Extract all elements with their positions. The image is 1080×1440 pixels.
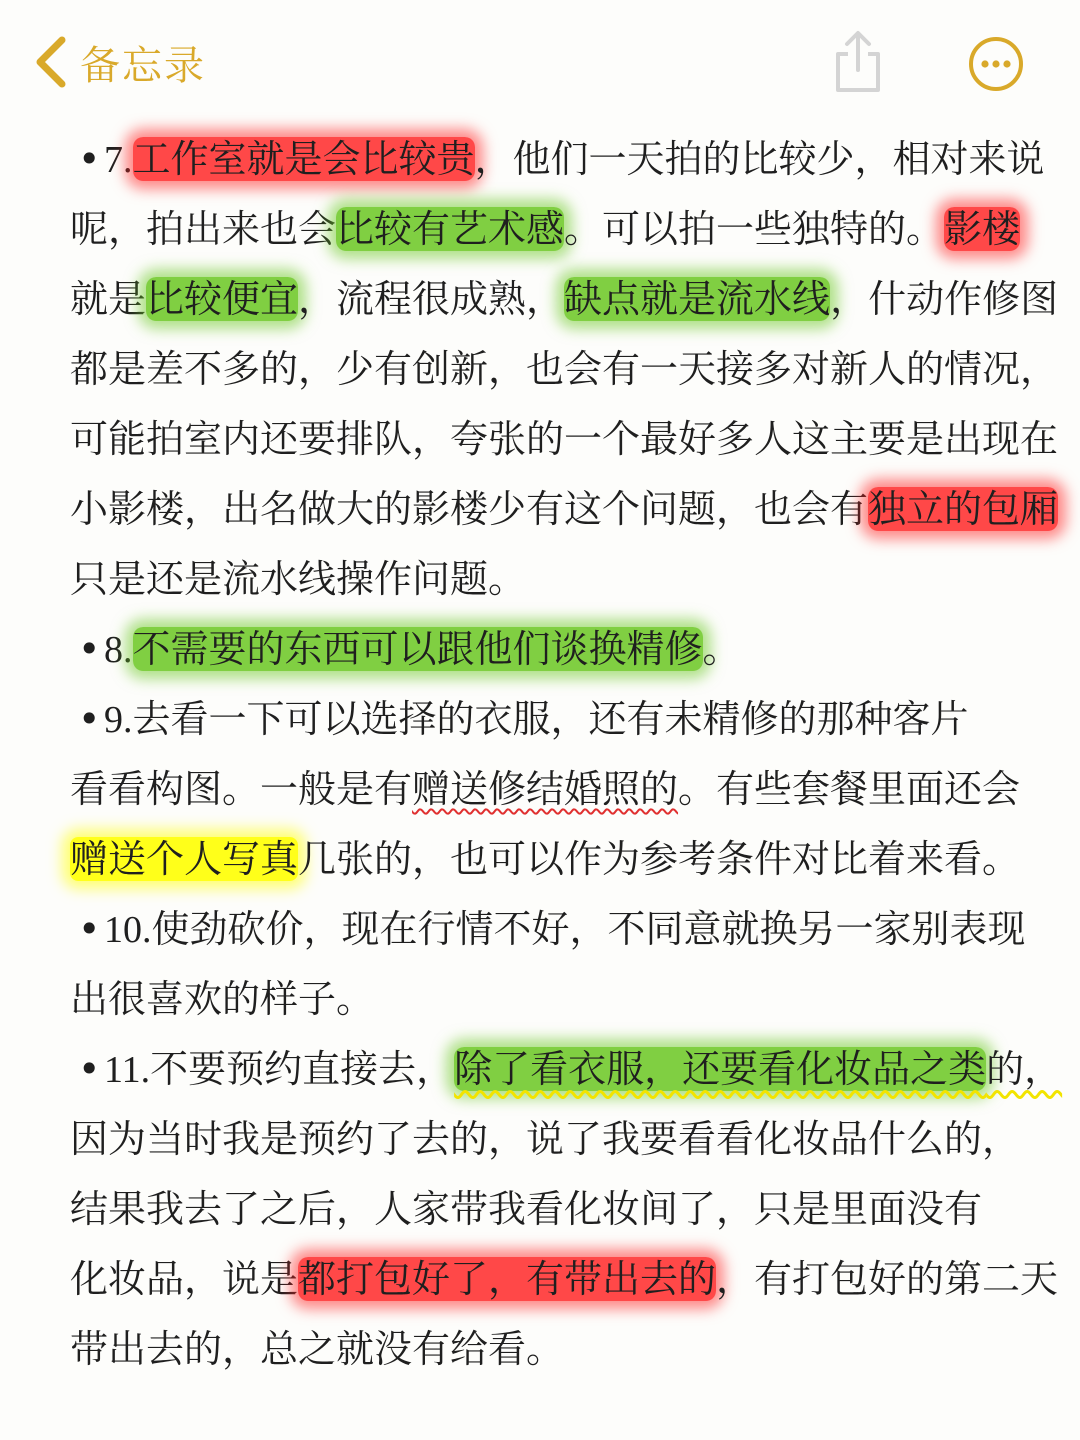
highlight-green-underlined: 除了看衣服，还要看化妆品之类 [454,1047,987,1091]
note-line-13: 出很喜欢的样子。 [70,977,375,1021]
bullet: • [78,137,101,181]
highlight-red: 工作室就是会比较贵 [132,137,475,181]
note-line-15: 因为当时我是预约了去的，说了我要看看化妆品什么的， [70,1117,1021,1161]
text-run: 去看一下可以选择的衣服，还有未精修的那种客片 [132,697,969,741]
underline-yellow: 的， [986,1047,1063,1091]
navigation-bar [0,0,1080,120]
highlight-red: 都打包好了，有带出去的 [298,1257,717,1301]
note-line-7: 只是还是流水线操作问题。 [70,557,527,601]
share-icon[interactable] [830,28,886,96]
note-line-8 [70,614,1030,684]
note-line-3 [70,264,1059,334]
note-line-16: 结果我去了之后，人家带我看化妆间了，只是里面没有 [70,1187,983,1231]
text-run: 小影楼，出名做大的影楼少有这个问题，也会有 [70,487,869,531]
text-run: ，有打包好的第二天 [716,1257,1059,1301]
more-icon[interactable] [968,36,1024,92]
back-button[interactable] [28,30,206,94]
underline-red: 赠送修结婚照的 [412,767,679,811]
note-line-12 [70,894,1030,964]
note-body[interactable] [70,124,1063,1384]
bullet: • [78,627,101,671]
text-run: ，什动作修图 [830,277,1059,321]
chevron-left-icon [28,30,72,94]
note-line-17 [70,1244,1059,1314]
note-line-18: 带出去的，总之就没有给看。 [70,1327,565,1371]
text-run: 。 [702,627,741,671]
note-line-6 [70,474,1059,544]
highlight-green: 比较有艺术感 [336,207,565,251]
note-line-1 [70,124,1045,194]
highlight-green: 缺点就是流水线 [564,277,831,321]
note-line-9 [70,684,1030,754]
text-run: 化妆品，说是 [70,1257,299,1301]
text-run: 。有些套餐里面还会 [678,767,1021,811]
bullet: • [78,1047,101,1091]
note-line-4: 都是差不多的，少有创新，也会有一天接多对新人的情况， [70,347,1059,391]
text-run: 。可以拍一些独特的。 [564,207,945,251]
highlight-red: 影楼 [944,207,1021,251]
text-run: 使劲砍价，现在行情不好，不同意就换另一家别表现 [151,907,1026,951]
text-run: 就是 [70,277,147,321]
note-line-11 [70,824,1030,894]
note-line-5: 可能拍室内还要排队，夸张的一个最好多人这主要是出现在 [70,417,1059,461]
text-run: ，他们一天拍的比较少，相对来说 [474,137,1045,181]
bullet: • [78,697,101,741]
text-run: 看看构图。一般是有 [70,767,413,811]
highlight-yellow: 赠送个人写真 [70,837,299,881]
item-number: 11. [104,1049,151,1091]
note-line-10 [70,754,1030,824]
bullet: • [78,907,101,951]
note-line-2 [70,194,1030,264]
highlight-green: 不需要的东西可以跟他们谈换精修 [132,627,703,671]
item-number: 8. [104,629,133,671]
note-line-14 [70,1034,1063,1104]
text-run: 不要预约直接去， [150,1047,455,1091]
item-number: 9. [104,699,133,741]
text-run: ，流程很成熟， [298,277,565,321]
text-run: 几张的，也可以作为参考条件对比着来看。 [298,837,1021,881]
text-run: 呢，拍出来也会 [70,207,337,251]
item-number: 7. [104,139,133,181]
back-label: 备忘录 [80,42,206,89]
highlight-green: 比较便宜 [146,277,299,321]
item-number: 10. [104,909,152,951]
highlight-red: 独立的包厢 [868,487,1059,531]
